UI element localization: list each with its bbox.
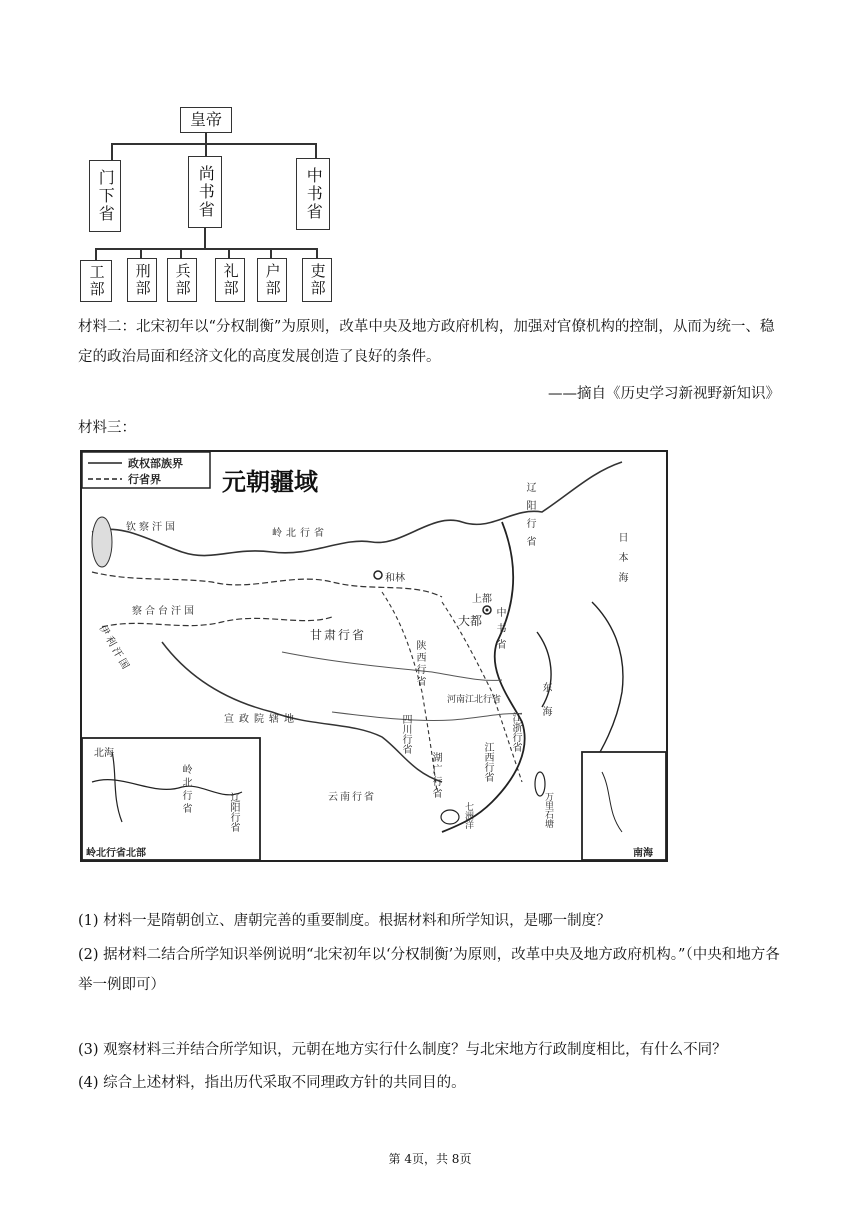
label-helin: 和林 — [385, 573, 405, 584]
label-shaanxi: 陕西行省 — [414, 640, 425, 688]
question-1: (1) 材料一是隋朝创立、唐朝完善的重要制度。根据材料和所学知识，是哪一制度？ — [78, 913, 611, 929]
question-2: (2) 据材料二结合所学知识举例说明“北宋初年以‘分权制衡’为原则，改革中央及地方政府机构。”（中央和地方各举一例即可） — [78, 947, 780, 993]
ministry-gong: 工部 — [80, 260, 112, 302]
label-jiangxi: 江西行省 — [482, 742, 493, 782]
label-dadu: 大都 — [458, 614, 483, 628]
label-qincha: 钦察汗国 — [126, 522, 178, 533]
page-footer: 第 4页，共 8页 — [388, 1152, 472, 1166]
label-xuanzheng: 宣政院辖地 — [224, 714, 299, 725]
label-jiangzhe: 江浙行省 — [510, 712, 521, 752]
label-lingbei: 岭北行省 — [272, 528, 328, 539]
province-zhongshu: 中书省 — [296, 158, 330, 230]
label-ilkhan: 伊利汗国 — [96, 623, 133, 674]
ministry-hu: 户部 — [257, 258, 287, 302]
question-4: (4) 综合上述材料，指出历代采取不同理政方针的共同目的。 — [78, 1075, 466, 1091]
label-qizhou: 七洲洋 — [463, 802, 473, 829]
material2-source: ——摘自《历史学习新视野新知识》 — [548, 386, 780, 402]
label-shangdu: 上都 — [472, 594, 492, 605]
question-3: (3) 观察材料三并结合所学知识，元朝在地方实行什么制度？与北宋地方行政制度相比，有什么不同？ — [78, 1042, 727, 1058]
emperor-label: 皇帝 — [189, 109, 222, 129]
ministry-bing: 兵部 — [167, 258, 197, 302]
label-henan: 河南江北行省 — [447, 695, 502, 705]
inset-left-lingbei: 岭北行省 — [180, 764, 191, 816]
province-shangshu: 尚书省 — [188, 156, 222, 228]
ministry-xing: 刑部 — [127, 258, 157, 302]
emperor-box — [180, 107, 232, 133]
inset-left-title: 岭北行省北部 — [86, 848, 146, 859]
label-zhongshu: 中书省 — [494, 607, 505, 655]
material3-label: 材料三： — [78, 420, 136, 436]
yuan-map — [80, 450, 668, 862]
material2-text: 材料二：北宋初年以“分权制衡”为原则，改革中央及地方政府机构，加强对官僚机构的控制，从而为统一、稳定的政治局面和经济文化的高度发展创造了良好的条件。 — [78, 319, 775, 365]
ministry-li-rites: 礼部 — [215, 258, 245, 302]
label-gansu: 甘肃行省 — [310, 628, 367, 642]
label-wanli: 万里石塘 — [543, 792, 553, 828]
label-japan-sea: 日本海 — [616, 532, 627, 592]
legend-label-regime: 政权部族界 — [128, 457, 183, 470]
label-huguang: 湖广行省 — [430, 752, 441, 800]
ministry-li-personnel: 吏部 — [302, 258, 332, 302]
label-south-sea: 南海 — [633, 848, 653, 859]
map-title: 元朝疆域 — [222, 468, 318, 496]
inset-left-liaoyang: 辽阳行省 — [228, 792, 239, 832]
label-east-sea: 东海 — [540, 682, 551, 730]
label-chagatai: 察合台汗国 — [132, 606, 197, 617]
label-sichuan: 四川行省 — [400, 714, 411, 754]
label-yunnan: 云南行省 — [328, 792, 376, 803]
inset-left-north: 北海 — [94, 748, 114, 759]
province-menxia: 门下省 — [89, 160, 121, 232]
legend-label-province: 行省界 — [128, 473, 161, 486]
label-liaoyang: 辽阳行省 — [524, 482, 535, 554]
